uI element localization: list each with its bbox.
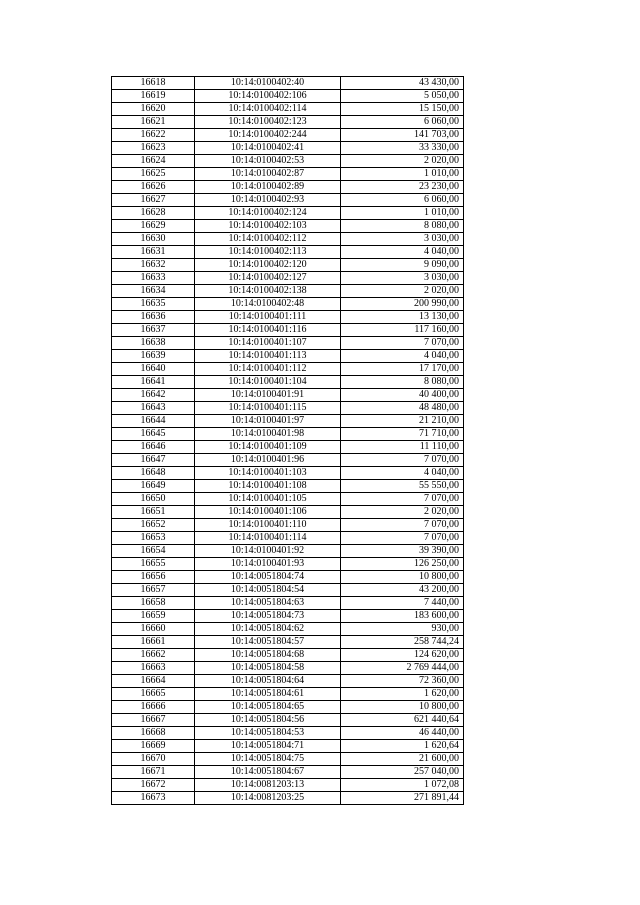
row-number-cell: 16660 bbox=[112, 623, 195, 636]
amount-cell: 17 170,00 bbox=[341, 363, 464, 376]
cadastral-number-cell: 10:14:0051804:68 bbox=[195, 649, 341, 662]
row-number-cell: 16668 bbox=[112, 727, 195, 740]
row-number-cell: 16646 bbox=[112, 441, 195, 454]
amount-cell: 4 040,00 bbox=[341, 350, 464, 363]
cadastral-number-cell: 10:14:0100402:244 bbox=[195, 129, 341, 142]
cadastral-number-cell: 10:14:0100401:98 bbox=[195, 428, 341, 441]
table-row bbox=[112, 363, 464, 376]
row-number-cell: 16624 bbox=[112, 155, 195, 168]
cadastral-number-cell: 10:14:0100402:93 bbox=[195, 194, 341, 207]
amount-cell: 72 360,00 bbox=[341, 675, 464, 688]
row-number-cell: 16673 bbox=[112, 792, 195, 805]
cadastral-number-cell: 10:14:0051804:53 bbox=[195, 727, 341, 740]
table-row bbox=[112, 779, 464, 792]
cadastral-number-cell: 10:14:0051804:64 bbox=[195, 675, 341, 688]
table-row bbox=[112, 753, 464, 766]
table-row bbox=[112, 766, 464, 779]
row-number-cell: 16669 bbox=[112, 740, 195, 753]
row-number-cell: 16658 bbox=[112, 597, 195, 610]
cadastral-number-cell: 10:14:0100401:97 bbox=[195, 415, 341, 428]
row-number-cell: 16671 bbox=[112, 766, 195, 779]
amount-cell: 930,00 bbox=[341, 623, 464, 636]
row-number-cell: 16642 bbox=[112, 389, 195, 402]
table-row bbox=[112, 207, 464, 220]
amount-cell: 6 060,00 bbox=[341, 194, 464, 207]
table-row bbox=[112, 168, 464, 181]
row-number-cell: 16622 bbox=[112, 129, 195, 142]
table-row bbox=[112, 233, 464, 246]
table-row bbox=[112, 493, 464, 506]
table-row bbox=[112, 571, 464, 584]
row-number-cell: 16618 bbox=[112, 77, 195, 90]
row-number-cell: 16619 bbox=[112, 90, 195, 103]
cadastral-number-cell: 10:14:0100402:48 bbox=[195, 298, 341, 311]
cadastral-number-cell: 10:14:0100402:103 bbox=[195, 220, 341, 233]
cadastral-number-cell: 10:14:0100401:113 bbox=[195, 350, 341, 363]
amount-cell: 48 480,00 bbox=[341, 402, 464, 415]
row-number-cell: 16664 bbox=[112, 675, 195, 688]
table-row bbox=[112, 675, 464, 688]
row-number-cell: 16620 bbox=[112, 103, 195, 116]
table-row bbox=[112, 324, 464, 337]
table-row bbox=[112, 506, 464, 519]
table-row bbox=[112, 454, 464, 467]
cadastral-number-cell: 10:14:0100401:103 bbox=[195, 467, 341, 480]
row-number-cell: 16672 bbox=[112, 779, 195, 792]
amount-cell: 124 620,00 bbox=[341, 649, 464, 662]
amount-cell: 7 070,00 bbox=[341, 454, 464, 467]
cadastral-number-cell: 10:14:0100401:109 bbox=[195, 441, 341, 454]
row-number-cell: 16639 bbox=[112, 350, 195, 363]
table-row bbox=[112, 467, 464, 480]
cadastral-number-cell: 10:14:0100402:127 bbox=[195, 272, 341, 285]
cadastral-number-cell: 10:14:0051804:54 bbox=[195, 584, 341, 597]
row-number-cell: 16635 bbox=[112, 298, 195, 311]
amount-cell: 33 330,00 bbox=[341, 142, 464, 155]
table-row bbox=[112, 727, 464, 740]
amount-cell: 2 020,00 bbox=[341, 506, 464, 519]
table-row bbox=[112, 402, 464, 415]
table-row bbox=[112, 623, 464, 636]
row-number-cell: 16667 bbox=[112, 714, 195, 727]
table-row bbox=[112, 688, 464, 701]
amount-cell: 271 891,44 bbox=[341, 792, 464, 805]
table-row bbox=[112, 558, 464, 571]
table-row bbox=[112, 116, 464, 129]
table-row bbox=[112, 220, 464, 233]
amount-cell: 13 130,00 bbox=[341, 311, 464, 324]
table-row bbox=[112, 545, 464, 558]
table-row bbox=[112, 610, 464, 623]
cadastral-number-cell: 10:14:0100401:106 bbox=[195, 506, 341, 519]
amount-cell: 11 110,00 bbox=[341, 441, 464, 454]
cadastral-number-cell: 10:14:0051804:71 bbox=[195, 740, 341, 753]
table-row bbox=[112, 103, 464, 116]
row-number-cell: 16651 bbox=[112, 506, 195, 519]
row-number-cell: 16652 bbox=[112, 519, 195, 532]
cadastral-number-cell: 10:14:0081203:13 bbox=[195, 779, 341, 792]
amount-cell: 7 440,00 bbox=[341, 597, 464, 610]
amount-cell: 141 703,00 bbox=[341, 129, 464, 142]
amount-cell: 1 620,64 bbox=[341, 740, 464, 753]
table-row bbox=[112, 155, 464, 168]
amount-cell: 4 040,00 bbox=[341, 467, 464, 480]
table-row bbox=[112, 597, 464, 610]
row-number-cell: 16643 bbox=[112, 402, 195, 415]
amount-cell: 39 390,00 bbox=[341, 545, 464, 558]
amount-cell: 21 600,00 bbox=[341, 753, 464, 766]
table-row bbox=[112, 519, 464, 532]
table-row bbox=[112, 129, 464, 142]
table-row bbox=[112, 298, 464, 311]
row-number-cell: 16670 bbox=[112, 753, 195, 766]
amount-cell: 7 070,00 bbox=[341, 532, 464, 545]
amount-cell: 7 070,00 bbox=[341, 519, 464, 532]
cadastral-number-cell: 10:14:0051804:74 bbox=[195, 571, 341, 584]
table-row bbox=[112, 428, 464, 441]
row-number-cell: 16662 bbox=[112, 649, 195, 662]
table-row bbox=[112, 142, 464, 155]
amount-cell: 5 050,00 bbox=[341, 90, 464, 103]
cadastral-number-cell: 10:14:0100401:96 bbox=[195, 454, 341, 467]
table-row bbox=[112, 246, 464, 259]
table-row bbox=[112, 480, 464, 493]
amount-cell: 7 070,00 bbox=[341, 337, 464, 350]
amount-cell: 15 150,00 bbox=[341, 103, 464, 116]
table-row bbox=[112, 272, 464, 285]
table-row bbox=[112, 584, 464, 597]
amount-cell: 1 010,00 bbox=[341, 207, 464, 220]
cadastral-number-cell: 10:14:0081203:25 bbox=[195, 792, 341, 805]
cadastral-number-cell: 10:14:0100401:92 bbox=[195, 545, 341, 558]
cadastral-number-cell: 10:14:0100402:123 bbox=[195, 116, 341, 129]
row-number-cell: 16663 bbox=[112, 662, 195, 675]
row-number-cell: 16650 bbox=[112, 493, 195, 506]
cadastral-number-cell: 10:14:0100401:91 bbox=[195, 389, 341, 402]
cadastral-number-cell: 10:14:0100402:53 bbox=[195, 155, 341, 168]
cadastral-number-cell: 10:14:0051804:67 bbox=[195, 766, 341, 779]
cadastral-number-cell: 10:14:0100402:40 bbox=[195, 77, 341, 90]
row-number-cell: 16631 bbox=[112, 246, 195, 259]
table-row bbox=[112, 792, 464, 805]
row-number-cell: 16632 bbox=[112, 259, 195, 272]
amount-cell: 43 200,00 bbox=[341, 584, 464, 597]
amount-cell: 43 430,00 bbox=[341, 77, 464, 90]
amount-cell: 1 620,00 bbox=[341, 688, 464, 701]
amount-cell: 1 010,00 bbox=[341, 168, 464, 181]
row-number-cell: 16656 bbox=[112, 571, 195, 584]
row-number-cell: 16629 bbox=[112, 220, 195, 233]
cadastral-number-cell: 10:14:0100402:124 bbox=[195, 207, 341, 220]
row-number-cell: 16628 bbox=[112, 207, 195, 220]
table-row bbox=[112, 77, 464, 90]
row-number-cell: 16648 bbox=[112, 467, 195, 480]
amount-cell: 200 990,00 bbox=[341, 298, 464, 311]
table-row bbox=[112, 376, 464, 389]
row-number-cell: 16634 bbox=[112, 285, 195, 298]
cadastral-number-cell: 10:14:0100401:104 bbox=[195, 376, 341, 389]
table-row bbox=[112, 532, 464, 545]
cadastral-number-cell: 10:14:0051804:58 bbox=[195, 662, 341, 675]
row-number-cell: 16661 bbox=[112, 636, 195, 649]
cadastral-number-cell: 10:14:0100401:105 bbox=[195, 493, 341, 506]
cadastral-number-cell: 10:14:0100401:111 bbox=[195, 311, 341, 324]
row-number-cell: 16655 bbox=[112, 558, 195, 571]
table-row bbox=[112, 441, 464, 454]
table-body bbox=[112, 77, 464, 805]
table-row bbox=[112, 662, 464, 675]
row-number-cell: 16645 bbox=[112, 428, 195, 441]
amount-cell: 10 800,00 bbox=[341, 701, 464, 714]
cadastral-number-cell: 10:14:0100402:113 bbox=[195, 246, 341, 259]
cadastral-number-cell: 10:14:0100402:112 bbox=[195, 233, 341, 246]
row-number-cell: 16657 bbox=[112, 584, 195, 597]
row-number-cell: 16647 bbox=[112, 454, 195, 467]
cadastral-number-cell: 10:14:0100402:89 bbox=[195, 181, 341, 194]
amount-cell: 117 160,00 bbox=[341, 324, 464, 337]
table-row bbox=[112, 740, 464, 753]
amount-cell: 3 030,00 bbox=[341, 233, 464, 246]
cadastral-number-cell: 10:14:0100401:114 bbox=[195, 532, 341, 545]
cadastral-number-cell: 10:14:0100401:115 bbox=[195, 402, 341, 415]
row-number-cell: 16638 bbox=[112, 337, 195, 350]
row-number-cell: 16626 bbox=[112, 181, 195, 194]
row-number-cell: 16659 bbox=[112, 610, 195, 623]
row-number-cell: 16666 bbox=[112, 701, 195, 714]
amount-cell: 7 070,00 bbox=[341, 493, 464, 506]
cadastral-number-cell: 10:14:0100402:114 bbox=[195, 103, 341, 116]
cadastral-number-cell: 10:14:0100402:120 bbox=[195, 259, 341, 272]
cadastral-number-cell: 10:14:0051804:61 bbox=[195, 688, 341, 701]
cadastral-number-cell: 10:14:0051804:75 bbox=[195, 753, 341, 766]
amount-cell: 8 080,00 bbox=[341, 376, 464, 389]
table-row bbox=[112, 90, 464, 103]
row-number-cell: 16623 bbox=[112, 142, 195, 155]
amount-cell: 71 710,00 bbox=[341, 428, 464, 441]
amount-cell: 1 072,08 bbox=[341, 779, 464, 792]
amount-cell: 257 040,00 bbox=[341, 766, 464, 779]
amount-cell: 2 769 444,00 bbox=[341, 662, 464, 675]
amount-cell: 2 020,00 bbox=[341, 155, 464, 168]
cadastral-number-cell: 10:14:0100401:110 bbox=[195, 519, 341, 532]
cadastral-number-cell: 10:14:0051804:62 bbox=[195, 623, 341, 636]
cadastral-number-cell: 10:14:0100401:93 bbox=[195, 558, 341, 571]
row-number-cell: 16637 bbox=[112, 324, 195, 337]
cadastral-number-cell: 10:14:0100401:107 bbox=[195, 337, 341, 350]
row-number-cell: 16649 bbox=[112, 480, 195, 493]
cadastral-number-cell: 10:14:0100402:138 bbox=[195, 285, 341, 298]
table-row bbox=[112, 701, 464, 714]
amount-cell: 8 080,00 bbox=[341, 220, 464, 233]
table-row bbox=[112, 350, 464, 363]
cadastral-value-table bbox=[111, 76, 464, 805]
table-row bbox=[112, 636, 464, 649]
table-row bbox=[112, 259, 464, 272]
table-row bbox=[112, 389, 464, 402]
amount-cell: 23 230,00 bbox=[341, 181, 464, 194]
cadastral-number-cell: 10:14:0051804:63 bbox=[195, 597, 341, 610]
row-number-cell: 16641 bbox=[112, 376, 195, 389]
cadastral-number-cell: 10:14:0051804:57 bbox=[195, 636, 341, 649]
table-row bbox=[112, 181, 464, 194]
table-row bbox=[112, 337, 464, 350]
cadastral-number-cell: 10:14:0100402:87 bbox=[195, 168, 341, 181]
table-row bbox=[112, 194, 464, 207]
amount-cell: 126 250,00 bbox=[341, 558, 464, 571]
row-number-cell: 16654 bbox=[112, 545, 195, 558]
amount-cell: 3 030,00 bbox=[341, 272, 464, 285]
row-number-cell: 16644 bbox=[112, 415, 195, 428]
row-number-cell: 16630 bbox=[112, 233, 195, 246]
cadastral-number-cell: 10:14:0051804:73 bbox=[195, 610, 341, 623]
amount-cell: 21 210,00 bbox=[341, 415, 464, 428]
amount-cell: 55 550,00 bbox=[341, 480, 464, 493]
cadastral-number-cell: 10:14:0100401:108 bbox=[195, 480, 341, 493]
cadastral-number-cell: 10:14:0051804:65 bbox=[195, 701, 341, 714]
amount-cell: 10 800,00 bbox=[341, 571, 464, 584]
amount-cell: 258 744,24 bbox=[341, 636, 464, 649]
cadastral-number-cell: 10:14:0100401:112 bbox=[195, 363, 341, 376]
row-number-cell: 16633 bbox=[112, 272, 195, 285]
row-number-cell: 16640 bbox=[112, 363, 195, 376]
table-row bbox=[112, 649, 464, 662]
amount-cell: 4 040,00 bbox=[341, 246, 464, 259]
table-row bbox=[112, 285, 464, 298]
row-number-cell: 16636 bbox=[112, 311, 195, 324]
cadastral-number-cell: 10:14:0100401:116 bbox=[195, 324, 341, 337]
amount-cell: 46 440,00 bbox=[341, 727, 464, 740]
cadastral-number-cell: 10:14:0100402:106 bbox=[195, 90, 341, 103]
row-number-cell: 16627 bbox=[112, 194, 195, 207]
amount-cell: 6 060,00 bbox=[341, 116, 464, 129]
amount-cell: 2 020,00 bbox=[341, 285, 464, 298]
row-number-cell: 16665 bbox=[112, 688, 195, 701]
row-number-cell: 16621 bbox=[112, 116, 195, 129]
amount-cell: 9 090,00 bbox=[341, 259, 464, 272]
table-row bbox=[112, 311, 464, 324]
table-row bbox=[112, 415, 464, 428]
cadastral-number-cell: 10:14:0051804:56 bbox=[195, 714, 341, 727]
table-row bbox=[112, 714, 464, 727]
amount-cell: 40 400,00 bbox=[341, 389, 464, 402]
amount-cell: 621 440,64 bbox=[341, 714, 464, 727]
cadastral-number-cell: 10:14:0100402:41 bbox=[195, 142, 341, 155]
row-number-cell: 16653 bbox=[112, 532, 195, 545]
amount-cell: 183 600,00 bbox=[341, 610, 464, 623]
row-number-cell: 16625 bbox=[112, 168, 195, 181]
